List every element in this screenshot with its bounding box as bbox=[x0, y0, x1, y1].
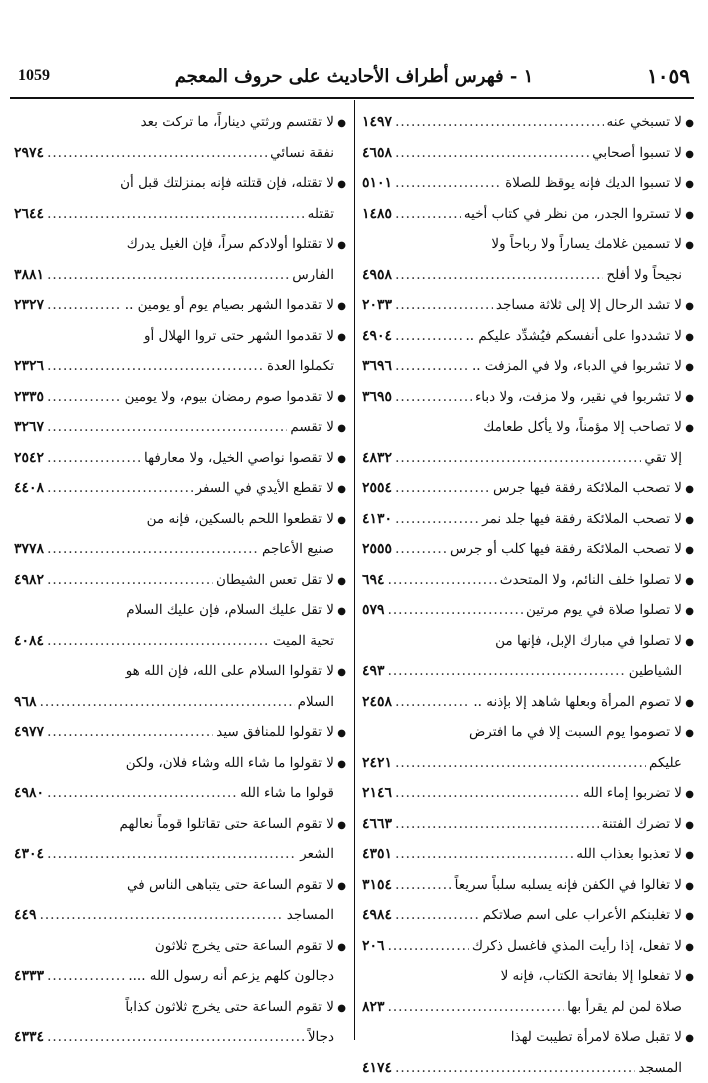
index-entry bbox=[14, 809, 346, 840]
dot-leader bbox=[47, 717, 213, 748]
index-entry bbox=[362, 138, 694, 169]
index-entry bbox=[14, 717, 346, 748]
hadith-number: ٣٦٩٦ bbox=[362, 351, 392, 382]
dot-leader bbox=[395, 870, 452, 901]
hadith-incipit: لا تشددوا على أنفسكم فيُشدِّد عليكم .. bbox=[465, 321, 682, 352]
dot-leader bbox=[395, 473, 490, 504]
hadith-incipit: لا تقطع الأيدي في السفر bbox=[196, 473, 334, 504]
index-entry bbox=[14, 687, 346, 718]
hadith-number: ٢٣٢٧ bbox=[14, 290, 44, 321]
hadith-incipit: لا تفعل، إذا رأيت المذي فاغسل ذكرك bbox=[472, 931, 682, 962]
hadith-incipit: لا تسمين غلامك يساراً ولا رباحاً ولا bbox=[491, 229, 682, 260]
bullet-icon: ● bbox=[334, 811, 346, 842]
index-entry bbox=[362, 717, 694, 748]
hadith-number: ٢٤٢١ bbox=[362, 748, 392, 779]
bullet-icon: ● bbox=[334, 750, 346, 781]
hadith-incipit: لا تصحب الملائكة رفقة فيها جرس bbox=[493, 473, 682, 504]
dot-leader bbox=[395, 290, 493, 321]
dot-leader bbox=[40, 687, 295, 718]
bullet-icon: ● bbox=[682, 872, 694, 903]
hadith-incipit: لا تقولوا ما شاء الله وشاء فلان، ولكن bbox=[126, 748, 334, 779]
index-entry bbox=[362, 565, 694, 596]
dot-leader bbox=[47, 138, 267, 169]
bullet-icon: ● bbox=[682, 1024, 694, 1055]
dot-leader bbox=[395, 260, 603, 291]
hadith-incipit: لا تقوم الساعة حتى يخرج ثلاثون كذاباً bbox=[125, 992, 334, 1023]
bullet-icon: ● bbox=[682, 231, 694, 262]
hadith-incipit: دجالاً bbox=[308, 1022, 334, 1053]
dot-leader bbox=[47, 473, 192, 504]
index-entry bbox=[362, 199, 694, 230]
hadith-number: ١٤٩٧ bbox=[362, 107, 392, 138]
hadith-incipit: لا تفعلوا إلا بفاتحة الكتاب، فإنه لا bbox=[501, 961, 682, 992]
index-entry bbox=[362, 351, 694, 382]
dot-leader bbox=[395, 809, 599, 840]
dot-leader bbox=[47, 778, 237, 809]
index-entry bbox=[14, 900, 346, 931]
bullet-icon: ● bbox=[682, 384, 694, 415]
bullet-icon: ● bbox=[334, 109, 346, 140]
index-entry bbox=[14, 656, 346, 687]
dot-leader bbox=[47, 382, 122, 413]
index-entry bbox=[14, 138, 346, 169]
index-entry bbox=[14, 168, 346, 199]
hadith-number: ٤١٧٤ bbox=[362, 1053, 392, 1083]
hadith-incipit: صلاة لمن لم يقرأ بها bbox=[567, 992, 682, 1023]
hadith-number: ٢٤٥٨ bbox=[362, 687, 392, 718]
index-entry bbox=[14, 260, 346, 291]
hadith-number: ٢٠٣٣ bbox=[362, 290, 392, 321]
bullet-icon: ● bbox=[682, 536, 694, 567]
hadith-incipit: لا تقدموا الشهر بصيام يوم أو يومين .. bbox=[125, 290, 334, 321]
index-entry bbox=[362, 870, 694, 901]
index-entry bbox=[362, 961, 694, 992]
hadith-number: ٤٩٧٧ bbox=[14, 717, 44, 748]
dot-leader bbox=[40, 900, 284, 931]
index-entry bbox=[362, 382, 694, 413]
index-entry bbox=[14, 412, 346, 443]
hadith-number: ٤٣٣٤ bbox=[14, 1022, 44, 1053]
hadith-incipit: تكملوا العدة bbox=[267, 351, 334, 382]
index-entry bbox=[14, 351, 346, 382]
bullet-icon: ● bbox=[334, 323, 346, 354]
bullet-icon: ● bbox=[682, 811, 694, 842]
hadith-incipit: المساجد bbox=[287, 900, 334, 931]
hadith-incipit: لا تشربوا في نقير، ولا مزفت، ولا دباء bbox=[475, 382, 682, 413]
hadith-incipit: لا تقتله، فإن قتلته فإنه بمنزلتك قبل أن bbox=[120, 168, 334, 199]
hadith-number: ٢٦٤٤ bbox=[14, 199, 44, 230]
index-entry bbox=[362, 107, 694, 138]
hadith-number: ٤٦٥٨ bbox=[362, 138, 392, 169]
index-entry bbox=[14, 748, 346, 779]
hadith-incipit: لا تصحب الملائكة رفقة فيها كلب أو جرس bbox=[450, 534, 682, 565]
hadith-number: ٢٥٤٢ bbox=[14, 443, 44, 474]
dot-leader bbox=[395, 839, 573, 870]
index-entry bbox=[362, 290, 694, 321]
bullet-icon: ● bbox=[334, 506, 346, 537]
hadith-number: ٢٣٢٦ bbox=[14, 351, 44, 382]
index-entry bbox=[362, 1022, 694, 1053]
index-entry bbox=[14, 992, 346, 1023]
hadith-incipit: لا تضربوا إماء الله bbox=[583, 778, 682, 809]
bullet-icon: ● bbox=[682, 323, 694, 354]
bullet-icon: ● bbox=[682, 963, 694, 994]
hadith-number: ٥٧٩ bbox=[362, 595, 385, 626]
dot-leader bbox=[395, 1053, 635, 1083]
hadith-number: ٩٦٨ bbox=[14, 687, 37, 718]
hadith-incipit: لا تضرك الفتنة bbox=[602, 809, 682, 840]
hadith-number: ٢٣٣٥ bbox=[14, 382, 44, 413]
index-entry bbox=[362, 260, 694, 291]
dot-leader bbox=[388, 931, 469, 962]
index-entry bbox=[362, 778, 694, 809]
hadith-number: ٥١٠١ bbox=[362, 168, 392, 199]
bullet-icon: ● bbox=[682, 475, 694, 506]
bullet-icon: ● bbox=[682, 933, 694, 964]
hadith-incipit: لا تغلبنكم الأعراب على اسم صلاتكم bbox=[483, 900, 682, 931]
hadith-number: ٤٤٠٨ bbox=[14, 473, 44, 504]
index-entry bbox=[14, 870, 346, 901]
index-entry bbox=[362, 809, 694, 840]
bullet-icon: ● bbox=[334, 414, 346, 445]
hadith-incipit: لا تقوم الساعة حتى يخرج ثلاثون bbox=[155, 931, 334, 962]
index-entry bbox=[362, 412, 694, 443]
index-entry bbox=[362, 931, 694, 962]
bullet-icon: ● bbox=[334, 292, 346, 323]
dot-leader bbox=[388, 565, 497, 596]
hadith-number: ٤٩٠٤ bbox=[362, 321, 392, 352]
bullet-icon: ● bbox=[334, 567, 346, 598]
hadith-number: ٤٩٣ bbox=[362, 656, 385, 687]
dot-leader bbox=[395, 382, 472, 413]
hadith-incipit: لا تقولوا للمنافق سيد bbox=[216, 717, 334, 748]
hadith-incipit: لا تقوم الساعة حتى يتباهى الناس في bbox=[127, 870, 334, 901]
index-entry bbox=[14, 626, 346, 657]
hadith-number: ٣٢٦٧ bbox=[14, 412, 44, 443]
dot-leader bbox=[388, 656, 626, 687]
index-entry bbox=[14, 382, 346, 413]
hadith-incipit: قولوا ما شاء الله bbox=[240, 778, 334, 809]
index-entry bbox=[14, 839, 346, 870]
hadith-number: ٤٦٦٣ bbox=[362, 809, 392, 840]
hadith-number: ٤٣٠٤ bbox=[14, 839, 44, 870]
dot-leader bbox=[395, 534, 447, 565]
dot-leader bbox=[47, 839, 297, 870]
index-entry bbox=[14, 504, 346, 535]
dot-leader bbox=[47, 199, 305, 230]
hadith-incipit: نفقة نسائي bbox=[270, 138, 334, 169]
hadith-number: ٣٧٧٨ bbox=[14, 534, 44, 565]
hadith-number: ٤٨٣٢ bbox=[362, 443, 392, 474]
hadith-number: ٦٩٤ bbox=[362, 565, 385, 596]
hadith-incipit: عليكم bbox=[649, 748, 682, 779]
dot-leader bbox=[388, 595, 523, 626]
hadith-incipit: لا تقتسم ورثتي ديناراً، ما تركت بعد bbox=[141, 107, 334, 138]
bullet-icon: ● bbox=[682, 140, 694, 171]
bullet-icon: ● bbox=[334, 445, 346, 476]
hadith-incipit: لا تصحب الملائكة رفقة فيها جلد نمر bbox=[482, 504, 682, 535]
page-header bbox=[18, 62, 690, 90]
index-entry bbox=[362, 656, 694, 687]
hadith-incipit: لا تشربوا في الدباء، ولا في المزفت .. bbox=[472, 351, 682, 382]
hadith-incipit: لا تصوم المرأة وبعلها شاهد إلا بإذنه .. bbox=[473, 687, 682, 718]
hadith-incipit: صنيع الأعاجم bbox=[262, 534, 334, 565]
dot-leader bbox=[47, 961, 125, 992]
index-entry bbox=[362, 473, 694, 504]
bullet-icon: ● bbox=[334, 170, 346, 201]
dot-leader bbox=[395, 778, 580, 809]
page-number-arabic: ١٠٥٩ bbox=[610, 64, 690, 88]
hadith-number: ٤٩٨٤ bbox=[362, 900, 392, 931]
hadith-number: ٤٣٥١ bbox=[362, 839, 392, 870]
index-entry bbox=[362, 626, 694, 657]
index-entry bbox=[14, 565, 346, 596]
dot-leader bbox=[47, 1022, 305, 1053]
index-entry bbox=[14, 473, 346, 504]
index-entry bbox=[362, 1053, 694, 1083]
hadith-incipit: دجالون كلهم يزعم أنه رسول الله .... bbox=[128, 961, 334, 992]
hadith-incipit: المسجد bbox=[638, 1053, 682, 1083]
header-rule bbox=[10, 97, 694, 99]
dot-leader bbox=[395, 199, 461, 230]
index-entry bbox=[14, 931, 346, 962]
bullet-icon: ● bbox=[682, 780, 694, 811]
dot-leader bbox=[395, 443, 641, 474]
dot-leader bbox=[395, 351, 469, 382]
index-entry bbox=[362, 992, 694, 1023]
hadith-incipit: الشعر bbox=[300, 839, 334, 870]
index-entry bbox=[14, 595, 346, 626]
bullet-icon: ● bbox=[682, 841, 694, 872]
hadith-number: ٤٩٥٨ bbox=[362, 260, 392, 291]
index-entry bbox=[362, 168, 694, 199]
index-entry bbox=[362, 443, 694, 474]
dot-leader bbox=[388, 992, 565, 1023]
bullet-icon: ● bbox=[334, 475, 346, 506]
hadith-number: ٤١٣٠ bbox=[362, 504, 392, 535]
hadith-number: ٤٤٩ bbox=[14, 900, 37, 931]
hadith-incipit: لا تسبوا أصحابي bbox=[592, 138, 682, 169]
bullet-icon: ● bbox=[682, 567, 694, 598]
hadith-incipit: لا تصاحب إلا مؤمناً، ولا يأكل طعامك bbox=[483, 412, 682, 443]
index-entry bbox=[14, 290, 346, 321]
hadith-number: ٣١٥٤ bbox=[362, 870, 392, 901]
hadith-number: ٢٥٥٥ bbox=[362, 534, 392, 565]
dot-leader bbox=[47, 351, 264, 382]
hadith-number: ٤٩٨٠ bbox=[14, 778, 44, 809]
hadith-number: ٢١٤٦ bbox=[362, 778, 392, 809]
index-entry bbox=[362, 687, 694, 718]
dot-leader bbox=[395, 138, 589, 169]
bullet-icon: ● bbox=[682, 689, 694, 720]
hadith-incipit: لا تقدموا صوم رمضان بيوم، ولا يومين bbox=[125, 382, 334, 413]
bullet-icon: ● bbox=[334, 719, 346, 750]
hadith-incipit: نجيحاً ولا أفلح bbox=[606, 260, 682, 291]
hadith-incipit: الفارس bbox=[292, 260, 334, 291]
dot-leader bbox=[395, 504, 479, 535]
index-entry bbox=[14, 443, 346, 474]
dot-leader bbox=[395, 900, 479, 931]
dot-leader bbox=[47, 443, 141, 474]
index-column-right bbox=[362, 107, 694, 1083]
hadith-incipit: لا تقطعوا اللحم بالسكين، فإنه من bbox=[147, 504, 334, 535]
hadith-incipit: لا تصلوا صلاة في يوم مرتين bbox=[526, 595, 682, 626]
dot-leader bbox=[47, 260, 289, 291]
index-entry bbox=[362, 534, 694, 565]
dot-leader bbox=[395, 321, 462, 352]
hadith-incipit: لا تعذبوا بعذاب الله bbox=[576, 839, 682, 870]
index-entry bbox=[362, 748, 694, 779]
index-entry bbox=[14, 321, 346, 352]
hadith-incipit: لا تصوموا يوم السبت إلا في ما افترض bbox=[469, 717, 682, 748]
hadith-incipit: الشياطين bbox=[629, 656, 682, 687]
hadith-incipit: لا تقدموا الشهر حتى تروا الهلال أو bbox=[144, 321, 334, 352]
hadith-incipit: لا تصلوا في مبارك الإبل، فإنها من bbox=[495, 626, 682, 657]
index-entry bbox=[14, 1022, 346, 1053]
hadith-number: ٤٠٨٤ bbox=[14, 626, 44, 657]
hadith-number: ٢٥٥٤ bbox=[362, 473, 392, 504]
hadith-number: ٨٢٣ bbox=[362, 992, 385, 1023]
hadith-incipit: تحية الميت bbox=[273, 626, 334, 657]
bullet-icon: ● bbox=[682, 292, 694, 323]
index-entry bbox=[362, 229, 694, 260]
bullet-icon: ● bbox=[682, 109, 694, 140]
bullet-icon: ● bbox=[334, 384, 346, 415]
page-number-latin: 1059 bbox=[18, 67, 98, 85]
hadith-incipit: لا تسبخي عنه bbox=[607, 107, 683, 138]
hadith-number: ٢٠٦ bbox=[362, 931, 385, 962]
hadith-incipit: لا تقسم bbox=[290, 412, 334, 443]
bullet-icon: ● bbox=[334, 872, 346, 903]
hadith-incipit: لا تقل تعس الشيطان bbox=[216, 565, 334, 596]
dot-leader bbox=[395, 748, 646, 779]
index-entry bbox=[362, 504, 694, 535]
dot-leader bbox=[47, 534, 259, 565]
hadith-incipit: لا تشد الرحال إلا إلى ثلاثة مساجد bbox=[496, 290, 682, 321]
hadith-number: ٣٦٩٥ bbox=[362, 382, 392, 413]
hadith-incipit: لا تقوم الساعة حتى تقاتلوا قوماً نعالهم bbox=[120, 809, 334, 840]
bullet-icon: ● bbox=[334, 658, 346, 689]
index-entry bbox=[14, 534, 346, 565]
dot-leader bbox=[47, 626, 270, 657]
bullet-icon: ● bbox=[682, 597, 694, 628]
bullet-icon: ● bbox=[682, 719, 694, 750]
bullet-icon: ● bbox=[682, 201, 694, 232]
hadith-incipit: لا تسبوا الديك فإنه يوقظ للصلاة bbox=[505, 168, 682, 199]
bullet-icon: ● bbox=[682, 414, 694, 445]
hadith-number: ٤٩٨٢ bbox=[14, 565, 44, 596]
hadith-incipit: السلام bbox=[298, 687, 334, 718]
column-divider bbox=[354, 100, 355, 1040]
bullet-icon: ● bbox=[334, 933, 346, 964]
index-entry bbox=[14, 961, 346, 992]
index-entry bbox=[14, 199, 346, 230]
bullet-icon: ● bbox=[682, 506, 694, 537]
hadith-number: ٣٨٨١ bbox=[14, 260, 44, 291]
index-entry bbox=[362, 321, 694, 352]
index-column-left bbox=[14, 107, 346, 1053]
hadith-incipit: لا تقصوا نواصي الخيل، ولا معارفها bbox=[144, 443, 334, 474]
index-entry bbox=[14, 229, 346, 260]
hadith-incipit: لا تصلوا خلف النائم، ولا المتحدث bbox=[500, 565, 682, 596]
hadith-incipit: إلا تقي bbox=[644, 443, 682, 474]
bullet-icon: ● bbox=[682, 628, 694, 659]
dot-leader bbox=[47, 412, 287, 443]
hadith-incipit: لا تقولوا السلام على الله، فإن الله هو bbox=[126, 656, 334, 687]
hadith-incipit: لا تقبل صلاة لامرأة تطيبت لهذا bbox=[511, 1022, 682, 1053]
index-entry bbox=[362, 839, 694, 870]
bullet-icon: ● bbox=[682, 353, 694, 384]
hadith-incipit: تقتله bbox=[308, 199, 334, 230]
hadith-incipit: لا تقتلوا أولادكم سراً، فإن الغيل يدرك bbox=[127, 229, 334, 260]
dot-leader bbox=[395, 168, 502, 199]
bullet-icon: ● bbox=[334, 994, 346, 1025]
index-entry bbox=[14, 107, 346, 138]
running-title: ١ - فهرس أطراف الأحاديث على حروف المعجم bbox=[98, 66, 610, 87]
bullet-icon: ● bbox=[334, 231, 346, 262]
dot-leader bbox=[395, 687, 470, 718]
hadith-incipit: لا تستروا الجدر، من نظر في كتاب أخيه bbox=[464, 199, 682, 230]
bullet-icon: ● bbox=[682, 902, 694, 933]
index-entry bbox=[362, 900, 694, 931]
hadith-incipit: لا تغالوا في الكفن فإنه يسلبه سلباً سريعاً bbox=[455, 870, 682, 901]
hadith-number: ٢٩٧٤ bbox=[14, 138, 44, 169]
dot-leader bbox=[47, 290, 122, 321]
index-entry bbox=[362, 595, 694, 626]
bullet-icon: ● bbox=[334, 597, 346, 628]
index-entry bbox=[14, 778, 346, 809]
dot-leader bbox=[47, 565, 213, 596]
hadith-incipit: لا تقل عليك السلام، فإن عليك السلام bbox=[126, 595, 334, 626]
hadith-number: ١٤٨٥ bbox=[362, 199, 392, 230]
hadith-number: ٤٣٣٣ bbox=[14, 961, 44, 992]
bullet-icon: ● bbox=[682, 170, 694, 201]
dot-leader bbox=[395, 107, 603, 138]
